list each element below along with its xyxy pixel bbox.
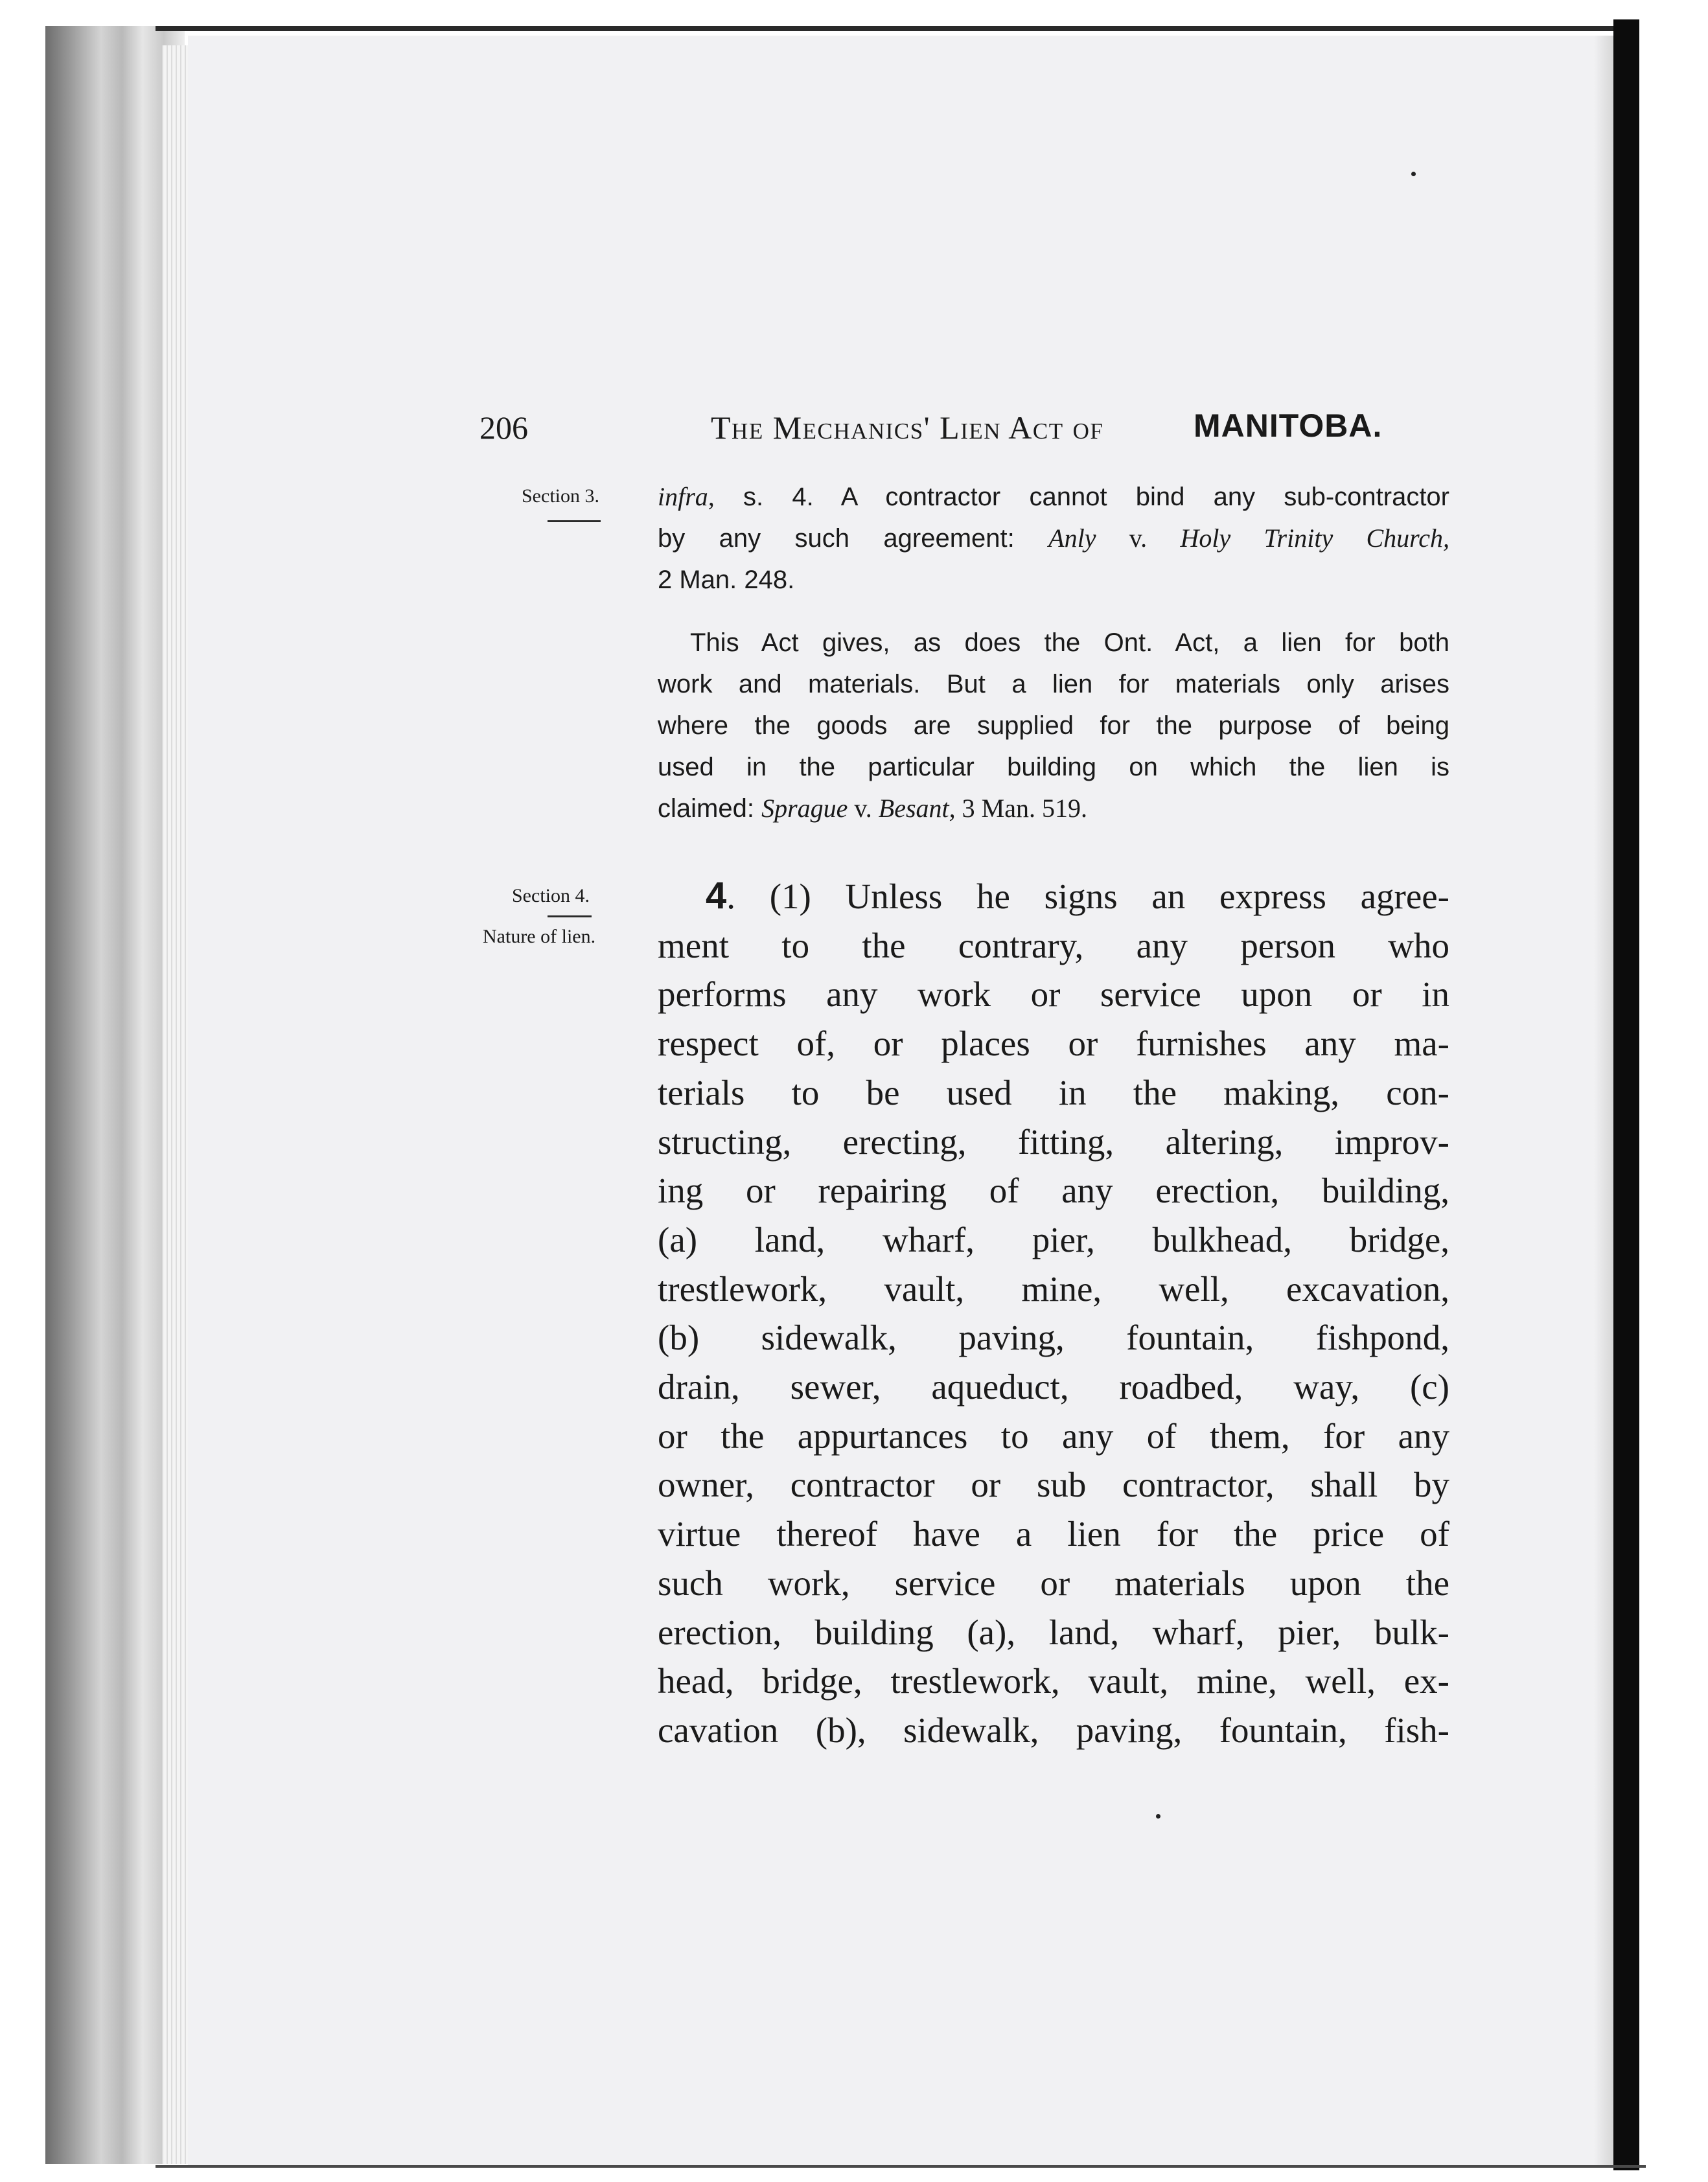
margin-rule bbox=[548, 520, 601, 522]
commentary-line: 2 Man. 248. bbox=[658, 566, 795, 594]
case-name: Besant, bbox=[878, 794, 956, 823]
statute-line: head, bridge, trestlework, vault, mine, well, ex- bbox=[658, 1661, 1449, 1701]
commentary-line: used in the particular building on which the lien is bbox=[658, 753, 1449, 781]
statute-line: ment to the contrary, any person who bbox=[658, 925, 1449, 965]
statute-line: (b) sidewalk, paving, fountain, fishpond, bbox=[658, 1318, 1449, 1358]
commentary-line: infra, s. 4. A contractor cannot bind any sub-contractor bbox=[658, 482, 1449, 511]
statute-line: 4. (1) Unless he signs an express agree- bbox=[706, 875, 1449, 917]
scan-speck bbox=[1156, 1814, 1160, 1819]
statute-line: (a) land, wharf, pier, bulkhead, bridge, bbox=[658, 1219, 1449, 1259]
statute-line: respect of, or places or furnishes any ma- bbox=[658, 1024, 1449, 1064]
commentary-line: This Act gives, as does the Ont. Act, a lien for both bbox=[690, 628, 1449, 657]
margin-note-section-4: Section 4. bbox=[512, 885, 590, 906]
top-border bbox=[156, 26, 1613, 31]
running-title: The Mechanics' Lien Act of bbox=[711, 409, 1104, 446]
commentary-section-3-note bbox=[658, 622, 1449, 829]
running-title-province: MANITOBA. bbox=[1194, 408, 1383, 444]
bottom-border bbox=[156, 2165, 1646, 2168]
margin-note-nature-of-lien: Nature of lien. bbox=[483, 926, 596, 947]
page-gutter-shadow bbox=[1594, 36, 1613, 2167]
case-name: Sprague bbox=[761, 794, 848, 823]
section-number: 4 bbox=[706, 875, 727, 917]
statute-line: trestlework, vault, mine, well, excavation, bbox=[658, 1269, 1449, 1309]
statute-line: or the appurtances to any of them, for any bbox=[658, 1416, 1449, 1456]
statute-line: cavation (b), sidewalk, paving, fountain, fish- bbox=[658, 1710, 1449, 1750]
commentary-line: work and materials. But a lien for materials only arises bbox=[658, 670, 1449, 698]
commentary-section-3 bbox=[658, 476, 1449, 601]
commentary-line: claimed: Sprague v. Besant, 3 Man. 519. bbox=[658, 794, 1087, 823]
statute-line: drain, sewer, aqueduct, roadbed, way, (c) bbox=[658, 1367, 1449, 1407]
statute-line: terials to be used in the making, con- bbox=[658, 1072, 1449, 1112]
statute-line: performs any work or service upon or in bbox=[658, 974, 1449, 1015]
right-border bbox=[1613, 19, 1639, 2170]
section-4-text bbox=[658, 871, 1449, 1755]
statute-line: such work, service or materials upon the bbox=[658, 1563, 1449, 1603]
case-name: Holy Trinity Church, bbox=[1180, 523, 1450, 553]
statute-line: structing, erecting, fitting, altering, improv- bbox=[658, 1121, 1449, 1162]
commentary-line: by any such agreement: Anly v. Holy Trinity Church, bbox=[658, 523, 1450, 553]
statute-line: virtue thereof have a lien for the price of bbox=[658, 1514, 1449, 1554]
margin-rule bbox=[548, 915, 592, 917]
commentary-line: where the goods are supplied for the purpose of being bbox=[658, 711, 1449, 740]
statute-line: ing or repairing of any erection, building, bbox=[658, 1171, 1449, 1211]
page-number: 206 bbox=[479, 409, 528, 446]
case-name: Anly bbox=[1048, 523, 1096, 553]
margin-note-section-3: Section 3. bbox=[522, 485, 599, 507]
scan-speck bbox=[1411, 172, 1416, 176]
statute-line: owner, contractor or sub contractor, shall by bbox=[658, 1465, 1449, 1505]
statute-line: erection, building (a), land, wharf, pier, bulk- bbox=[658, 1612, 1449, 1652]
